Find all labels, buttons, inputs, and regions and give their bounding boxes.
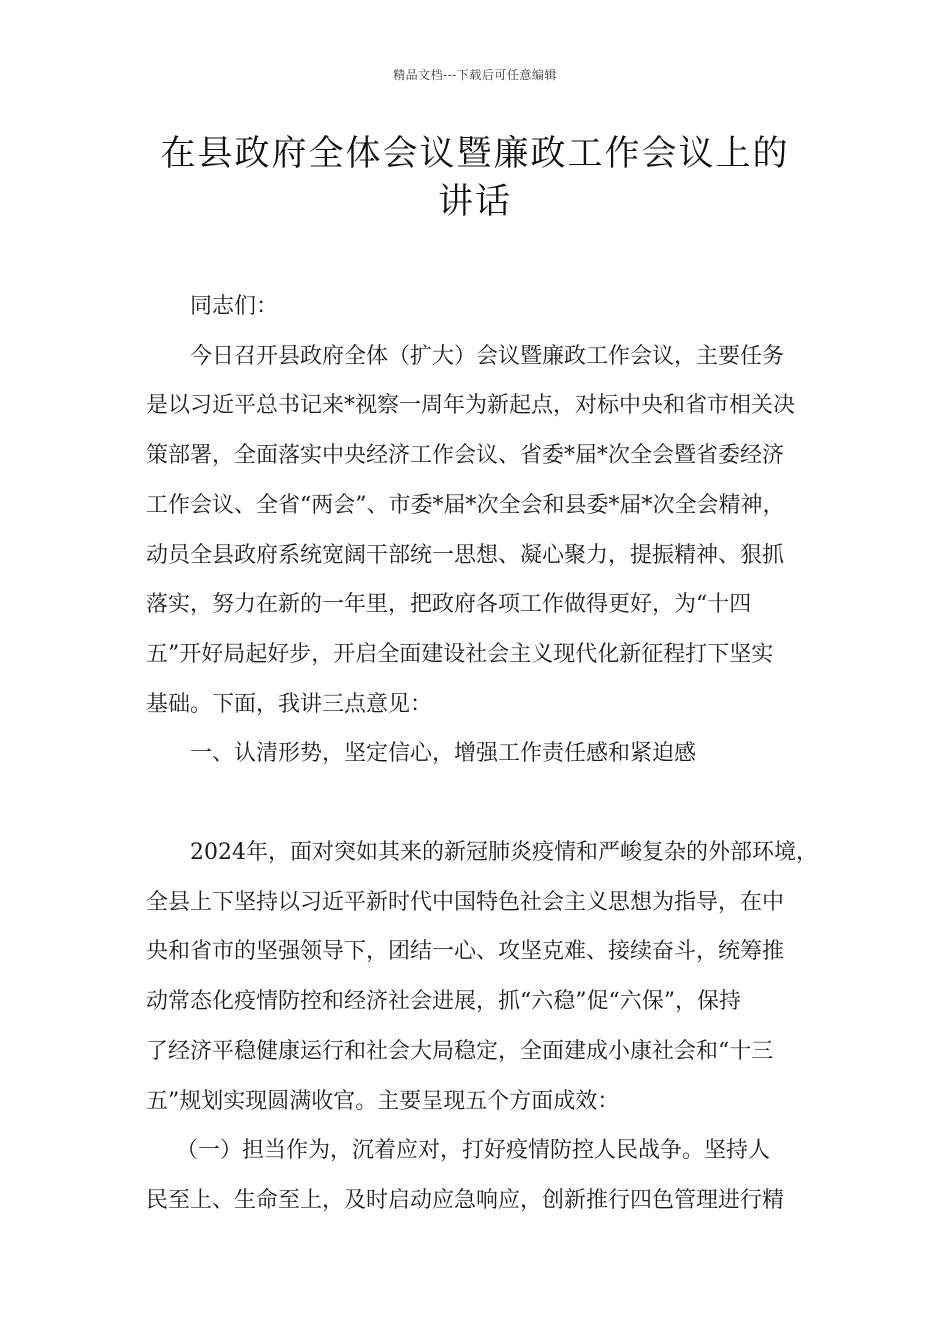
paragraph-line: 了经济平稳健康运行和社会大局稳定，全面建成小康社会和“十三 [146, 1038, 774, 1064]
header-note: 精品文档---下载后可任意编辑 [393, 68, 557, 82]
paragraph-line: 2024年，面对突如其来的新冠肺炎疫情和严峻复杂的外部环境， [190, 840, 818, 866]
salutation: 同志们： [190, 294, 279, 319]
paragraph-line: 五”开好局起好步，开启全面建设社会主义现代化新征程打下坚实 [146, 641, 774, 667]
paragraph-line: 是以习近平总书记来*视察一周年为新起点，对标中央和省市相关决 [146, 393, 796, 419]
paragraph-line: 今日召开县政府全体（扩大）会议暨廉政工作会议，主要任务 [190, 343, 785, 369]
paragraph-line: 动常态化疫情防控和经济社会进展，抓“六稳”促“六保”，保持 [146, 989, 741, 1015]
document-title [100, 130, 850, 226]
paragraph-line: 工作会议、全省“两会”、市委*届*次全会和县委*届*次全会精神， [146, 492, 785, 518]
paragraph-line: 落实，努力在新的一年里，把政府各项工作做得更好，为“十四 [146, 592, 752, 618]
title-line-2: 讲话 [437, 182, 512, 222]
paragraph-line: 全县上下坚持以习近平新时代中国特色社会主义思想为指导，在中 [146, 889, 785, 915]
title-line-1: 在县政府全体会议暨廉政工作会议上的 [160, 134, 790, 174]
paragraph-intro [146, 332, 806, 730]
blank-line [146, 779, 806, 828]
section-heading-1: 一、认清形势，坚定信心，增强工作责任感和紧迫感 [190, 741, 697, 767]
paragraph-line: 策部署，全面落实中央经济工作会议、省委*届*次全会暨省委经济 [146, 443, 785, 469]
paragraph-line: 五”规划实现圆满收官。主要呈现五个方面成效： [146, 1088, 620, 1114]
paragraph-line: 基础。下面，我讲三点意见： [146, 691, 433, 717]
paragraph-line: 央和省市的坚强领导下，团结一心、攻坚克难、接续奋斗，统筹推 [146, 939, 785, 965]
paragraph-line: （一）担当作为，沉着应对，打好疫情防控人民战争。坚持人 [176, 1138, 771, 1164]
paragraph-subsection-1 [146, 1126, 806, 1225]
document-body [146, 282, 818, 1226]
paragraph-line: 民至上、生命至上，及时启动应急响应，创新推行四色管理进行精 [146, 1187, 785, 1213]
paragraph-2024-review [146, 828, 818, 1126]
paragraph-line: 动员全县政府系统宽阔干部统一思想、凝心聚力，提振精神、狠抓 [146, 542, 785, 568]
